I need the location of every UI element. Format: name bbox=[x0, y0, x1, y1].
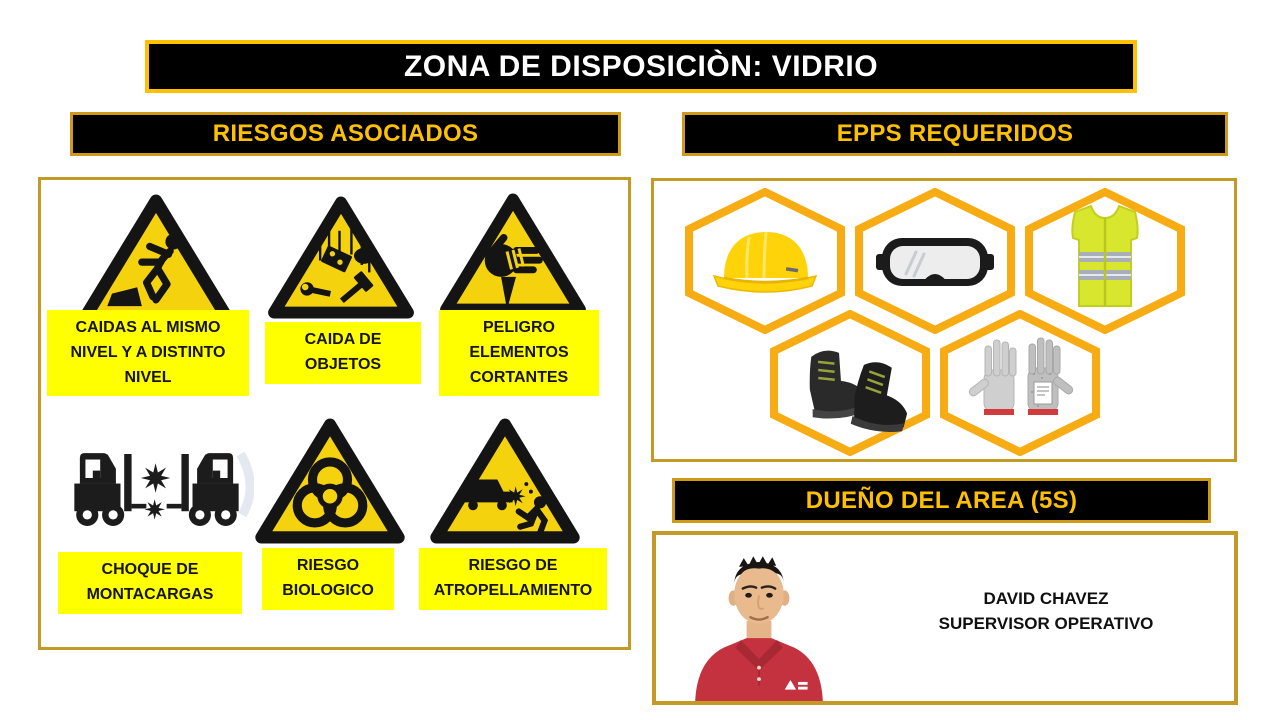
risk-label: PELIGRO ELEMENTOS CORTANTES bbox=[439, 310, 599, 396]
cut-resistant-gloves-icon bbox=[940, 310, 1100, 456]
falling-hazard-warning-triangle-icon bbox=[71, 193, 241, 325]
epps-header: EPPS REQUERIDOS bbox=[836, 120, 1074, 147]
risks-panel bbox=[38, 177, 631, 650]
owner-name: DAVID CHAVEZ bbox=[983, 589, 1109, 608]
owner-panel bbox=[652, 531, 1238, 705]
risks-header-bar bbox=[70, 112, 621, 156]
owner-header-bar bbox=[672, 478, 1211, 523]
safety-boots-icon bbox=[770, 310, 930, 456]
forklift-collision-icon bbox=[59, 430, 254, 550]
risk-label: RIESGO DE ATROPELLAMIENTO bbox=[419, 548, 607, 610]
run-over-warning-triangle-icon bbox=[425, 417, 585, 545]
supervisor-photo bbox=[674, 541, 844, 701]
sharp-elements-warning-triangle-icon bbox=[433, 192, 593, 317]
risk-label: CHOQUE DE MONTACARGAS bbox=[58, 552, 242, 614]
owner-header: DUEÑO DEL AREA (5S) bbox=[805, 486, 1078, 514]
risk-label: CAIDAS AL MISMO NIVEL Y A DISTINTO NIVEL bbox=[47, 310, 249, 396]
epps-header-bar bbox=[682, 112, 1228, 156]
owner-role: SUPERVISOR OPERATIVO bbox=[938, 613, 1154, 633]
biohazard-warning-triangle-icon bbox=[250, 417, 410, 545]
epps-panel bbox=[651, 178, 1237, 462]
risk-label: RIESGO BIOLOGICO bbox=[262, 548, 394, 610]
risk-label: CAIDA DE OBJETOS bbox=[265, 322, 421, 384]
title-bar bbox=[145, 40, 1137, 93]
falling-objects-warning-triangle-icon bbox=[261, 195, 421, 320]
page-title: ZONA DE DISPOSICIÒN: VIDRIO bbox=[403, 49, 879, 83]
risks-header: RIESGOS ASOCIADOS bbox=[212, 120, 479, 147]
